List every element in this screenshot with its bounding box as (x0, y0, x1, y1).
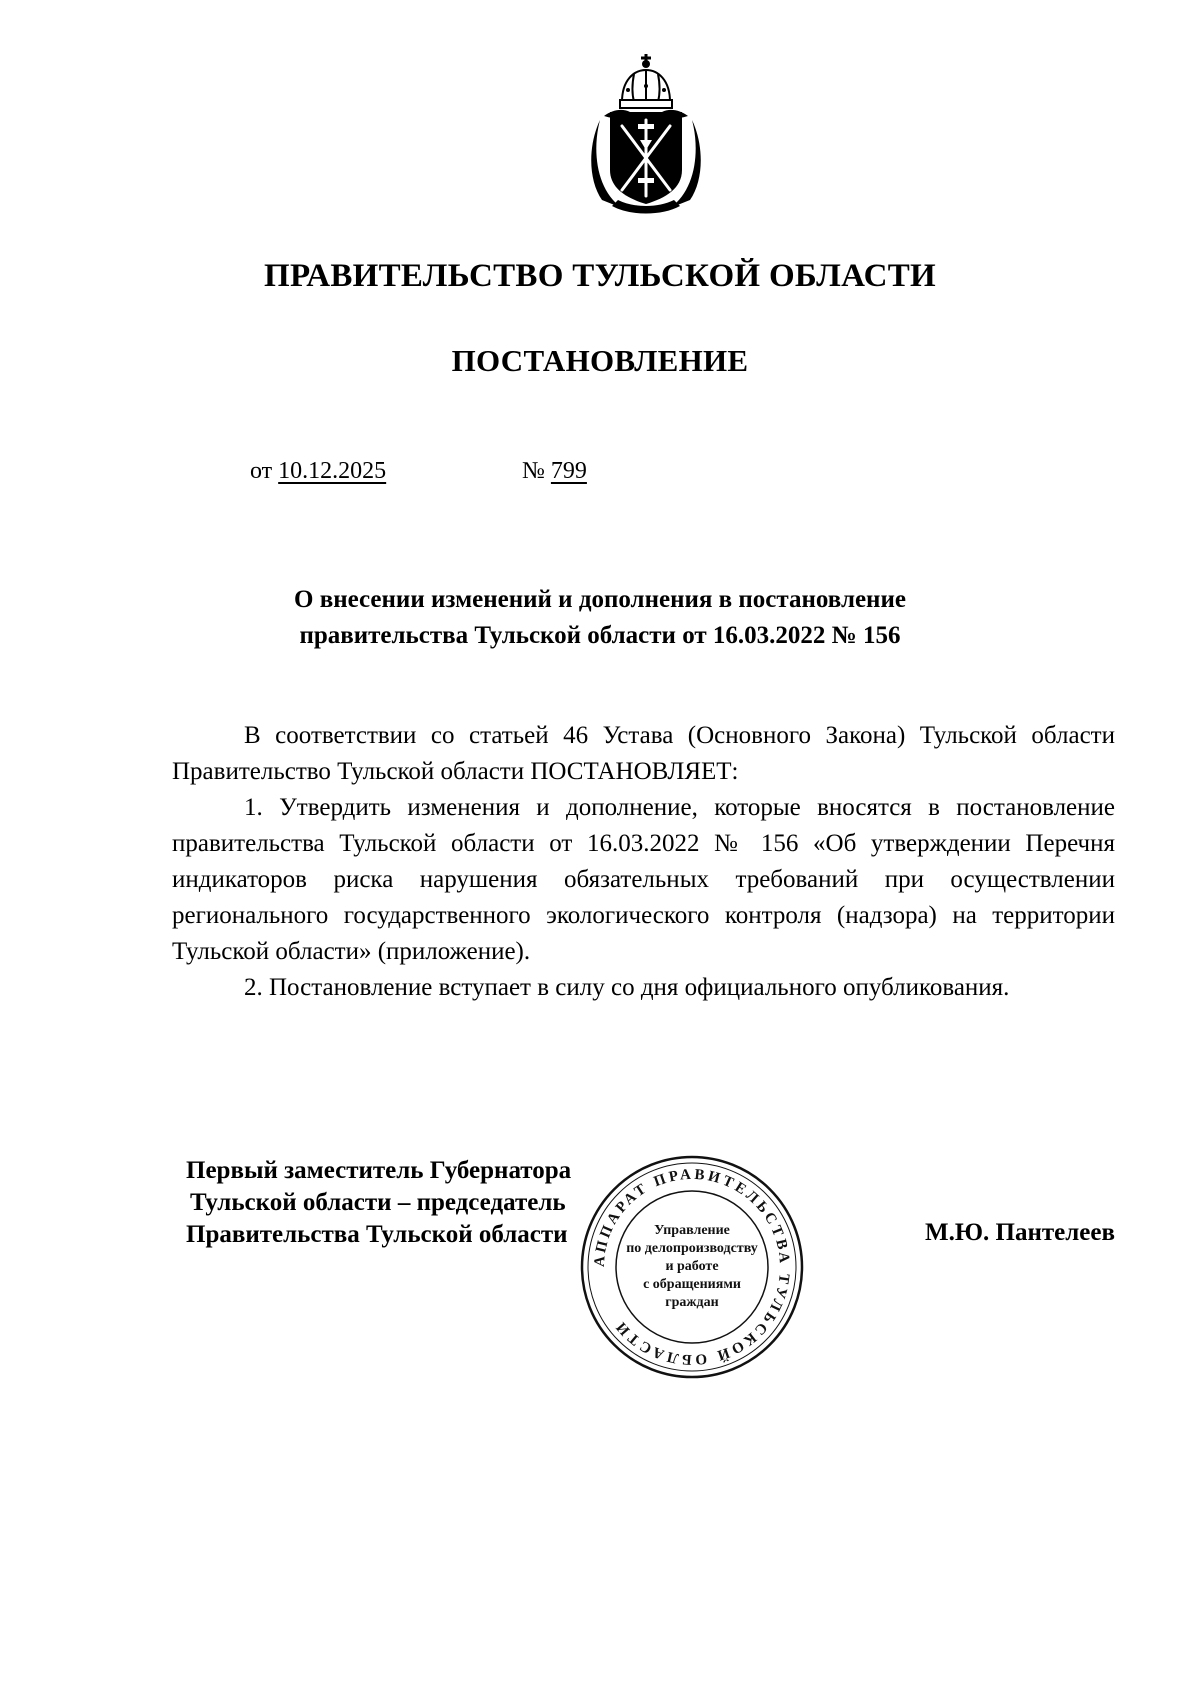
document-date (250, 458, 386, 485)
organization-title: ПРАВИТЕЛЬСТВО ТУЛЬСКОЙ ОБЛАСТИ (264, 258, 936, 294)
body-paragraph: В соответствии со статьей 46 Устава (Основного Закона) Тульской области Правительство Тульской области ПОСТАНОВЛЯЕТ: (172, 722, 1115, 785)
tula-coat-of-arms-icon (582, 50, 710, 215)
document-body (172, 718, 1115, 1006)
subject-line-1: О внесении изменений и дополнения в постановление (294, 586, 906, 613)
date-value: 10.12.2025 (278, 458, 387, 484)
signatory-position-line: Тульской области – председатель (190, 1189, 566, 1216)
signatory-position-line: Правительства Тульской области (186, 1221, 568, 1248)
stamp-center-line: и работе (665, 1259, 719, 1274)
stamp-center-text (618, 1222, 766, 1312)
document-subject (230, 582, 970, 654)
document-number (522, 458, 587, 485)
signatory-name: М.Ю. Пантелеев (925, 1219, 1115, 1246)
number-value: 799 (550, 458, 587, 484)
signatory-position-line: Первый заместитель Губернатора (186, 1157, 572, 1184)
body-paragraph: 2. Постановление вступает в силу со дня официального опубликования. (244, 974, 1010, 1001)
signatory-position (186, 1155, 571, 1251)
stamp-center-line: с обращениями (643, 1277, 741, 1292)
date-prefix: от (250, 458, 273, 484)
stamp-center-line: граждан (665, 1295, 719, 1310)
document-type-title: ПОСТАНОВЛЕНИЕ (451, 343, 749, 378)
subject-line-2: правительства Тульской области от 16.03.2022 № 156 (299, 622, 901, 649)
stamp-ring-text: АППАРАТ ПРАВИТЕЛЬСТВА ТУЛЬСКОЙ ОБЛАСТИ (591, 1166, 793, 1368)
stamp-center-line: Управление (654, 1223, 730, 1238)
stamp-center-line: по делопроизводству (626, 1241, 758, 1256)
number-prefix: № (522, 458, 545, 484)
body-paragraph: 1. Утвердить изменения и дополнение, которые вносятся в постановление правительства Тульской области от 16.03.2022 № 156 «Об утверждении Перечня индикаторов риска нарушения обязательных требований при осуществлении регионального государственного экологического контроля (надзора) на территории Тульской области» (приложение). (172, 794, 1115, 965)
